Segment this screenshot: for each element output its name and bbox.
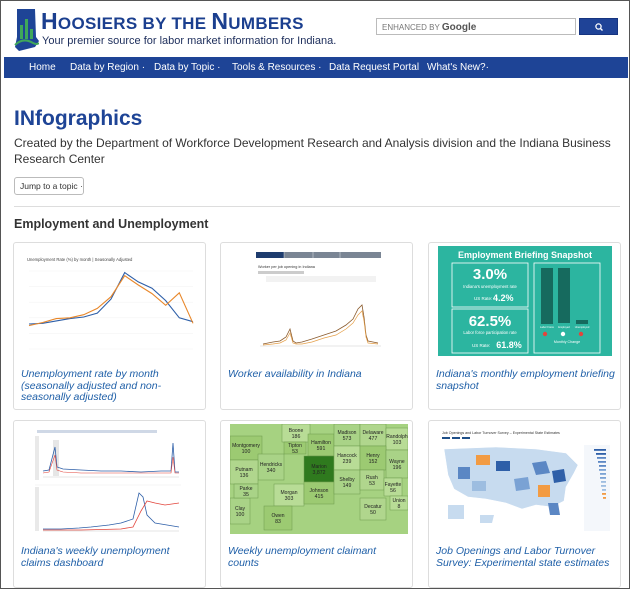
site-header — [1, 1, 629, 55]
nav-data-by-topic[interactable]: Data by Topic · — [154, 62, 221, 73]
snapshot-label-1: Indiana's unemployment rate — [463, 284, 517, 289]
county-name: Fayette — [384, 482, 402, 488]
card-caption[interactable]: Indiana's monthly employment briefing snapshot — [436, 368, 615, 392]
county-value: 186 — [291, 434, 301, 440]
series-line-0 — [29, 273, 193, 324]
county-name: Henry — [366, 453, 380, 459]
card-caption[interactable]: Unemployment rate by month (seasonally adjusted and non-seasonally adjusted) — [21, 368, 162, 403]
weekly-claims-dashboard-image — [21, 427, 198, 535]
county-value: 3,872 — [312, 470, 326, 476]
search-enhanced-label: ENHANCED BY — [382, 23, 440, 32]
county-value: 303 — [284, 496, 294, 502]
county-value: 196 — [392, 465, 402, 471]
site-title[interactable]: HOOSIERS BY THE NUMBERS — [41, 8, 304, 34]
county-value: 56 — [390, 488, 396, 494]
main-navbar — [4, 57, 628, 78]
jolts-dashboard-image — [436, 427, 613, 535]
snapshot-title: Employment Briefing Snapshot — [457, 250, 593, 260]
county-value: 573 — [342, 436, 352, 442]
chart-title: Worker per job opening in Indiana — [258, 265, 315, 269]
county-value: 53 — [369, 481, 375, 487]
county-name: Shelby — [339, 477, 355, 483]
section-title: Employment and Unemployment — [14, 217, 209, 231]
county-value: 103 — [392, 440, 402, 446]
county-name: Delaware — [362, 430, 384, 436]
county-value: 239 — [342, 459, 352, 465]
card-worker-availability[interactable] — [220, 242, 413, 410]
card-caption[interactable]: Worker availability in Indiana — [228, 368, 362, 380]
nav-home[interactable]: Home — [29, 62, 56, 73]
county-name: Rush — [366, 475, 378, 481]
site-tagline: Your premier source for labor market information for Indiana. — [42, 35, 337, 47]
county-name: Boone — [288, 428, 304, 434]
bar-label: Labor Force — [540, 326, 554, 329]
county-value: 149 — [342, 483, 352, 489]
bar-label: Employed — [558, 326, 570, 329]
bar-label: Unemployed — [574, 326, 590, 329]
series-line-1 — [29, 276, 193, 326]
google-label: Google — [441, 22, 477, 33]
chart-title: Job Openings and Labor Turnover Survey – Experimental State Estimates — [442, 431, 560, 435]
indiana-map-logo-icon[interactable] — [13, 7, 39, 51]
county-value: 100 — [235, 512, 245, 518]
county-name: Morgan — [280, 490, 298, 496]
unemployment-rate-chart — [21, 249, 198, 357]
card-employment-snapshot[interactable] — [428, 242, 621, 410]
county-name: Union — [392, 498, 406, 504]
worker-availability-chart — [228, 249, 405, 357]
county-value: 477 — [368, 436, 378, 442]
search-input[interactable] — [376, 18, 576, 35]
county-value: 100 — [241, 449, 251, 455]
county-value: 8 — [397, 504, 401, 510]
snapshot-us-label-1: US Rate: — [474, 296, 493, 301]
county-name: Hancock — [337, 453, 357, 459]
card-jolts[interactable] — [428, 420, 621, 588]
bar-employed — [558, 268, 570, 323]
card-caption[interactable]: Indiana's weekly unemployment claims dashboard — [21, 545, 170, 569]
county-name: Hendricks — [259, 462, 283, 468]
county-name: Randolph — [386, 434, 408, 440]
snapshot-rate-1: 3.0% — [472, 266, 508, 283]
county-name: Putnam — [235, 467, 253, 473]
county-value: 136 — [239, 473, 249, 479]
employment-snapshot-image — [438, 246, 612, 356]
divider — [14, 206, 620, 207]
county-value: 50 — [370, 510, 376, 516]
county-name: Wayne — [389, 459, 405, 465]
snapshot-us-value-1: 4.2% — [493, 293, 514, 303]
snapshot-label-2: Labor force participation rate — [463, 330, 517, 335]
chart-title: Unemployment Rate (%) by month | Seasonally Adjusted — [27, 257, 133, 262]
card-caption[interactable]: Job Openings and Labor Turnover Survey: Experimental state estimates — [436, 545, 610, 569]
card-unemployment-rate[interactable] — [13, 242, 206, 410]
county-value: 35 — [243, 492, 249, 498]
nav-whats-new[interactable]: What's New?· — [427, 62, 489, 73]
nav-data-by-region[interactable]: Data by Region · — [70, 62, 146, 73]
search-button[interactable] — [579, 18, 618, 35]
snapshot-us-label-2: US Rate: — [472, 343, 491, 348]
snapshot-us-value-2: 61.8% — [496, 340, 522, 350]
bar-labor-force — [541, 268, 553, 324]
county-value: 340 — [266, 468, 276, 474]
county-name: Madison — [337, 430, 357, 436]
county-name: Decatur — [364, 504, 382, 510]
county-value: 152 — [368, 459, 378, 465]
search-icon — [580, 19, 619, 36]
snapshot-rate-2: 62.5% — [468, 313, 512, 330]
card-caption[interactable]: Weekly unemployment claimant counts — [228, 545, 377, 569]
bar-unemployed — [576, 320, 588, 324]
monthly-change-label: Monthly Change — [553, 340, 581, 344]
jump-to-topic-dropdown[interactable]: Jump to a topic · — [14, 177, 84, 195]
county-value: 591 — [316, 446, 326, 452]
county-value: 415 — [314, 494, 324, 500]
nav-data-request-portal[interactable]: Data Request Portal — [329, 62, 420, 73]
claimant-county-map — [230, 424, 408, 534]
county-name: Johnson — [309, 488, 329, 494]
county-name: Clay — [234, 506, 246, 512]
page-description: Created by the Department of Workforce Development Research and Analysis division and the Indiana Business Research Center — [14, 136, 611, 166]
county-name: Marion — [311, 464, 327, 470]
county-name: Parke — [239, 486, 253, 492]
page-title: INfographics — [14, 107, 143, 130]
card-claimant-counts[interactable] — [220, 420, 413, 588]
card-weekly-claims-dashboard[interactable] — [13, 420, 206, 588]
county-name: Hamilton — [311, 440, 331, 446]
nav-tools-resources[interactable]: Tools & Resources · — [232, 62, 322, 73]
county-name: Owen — [271, 513, 285, 519]
county-value: 53 — [292, 449, 298, 455]
county-name: Montgomery — [232, 443, 260, 449]
county-name: Tipton — [288, 443, 302, 449]
county-value: 83 — [275, 519, 281, 525]
